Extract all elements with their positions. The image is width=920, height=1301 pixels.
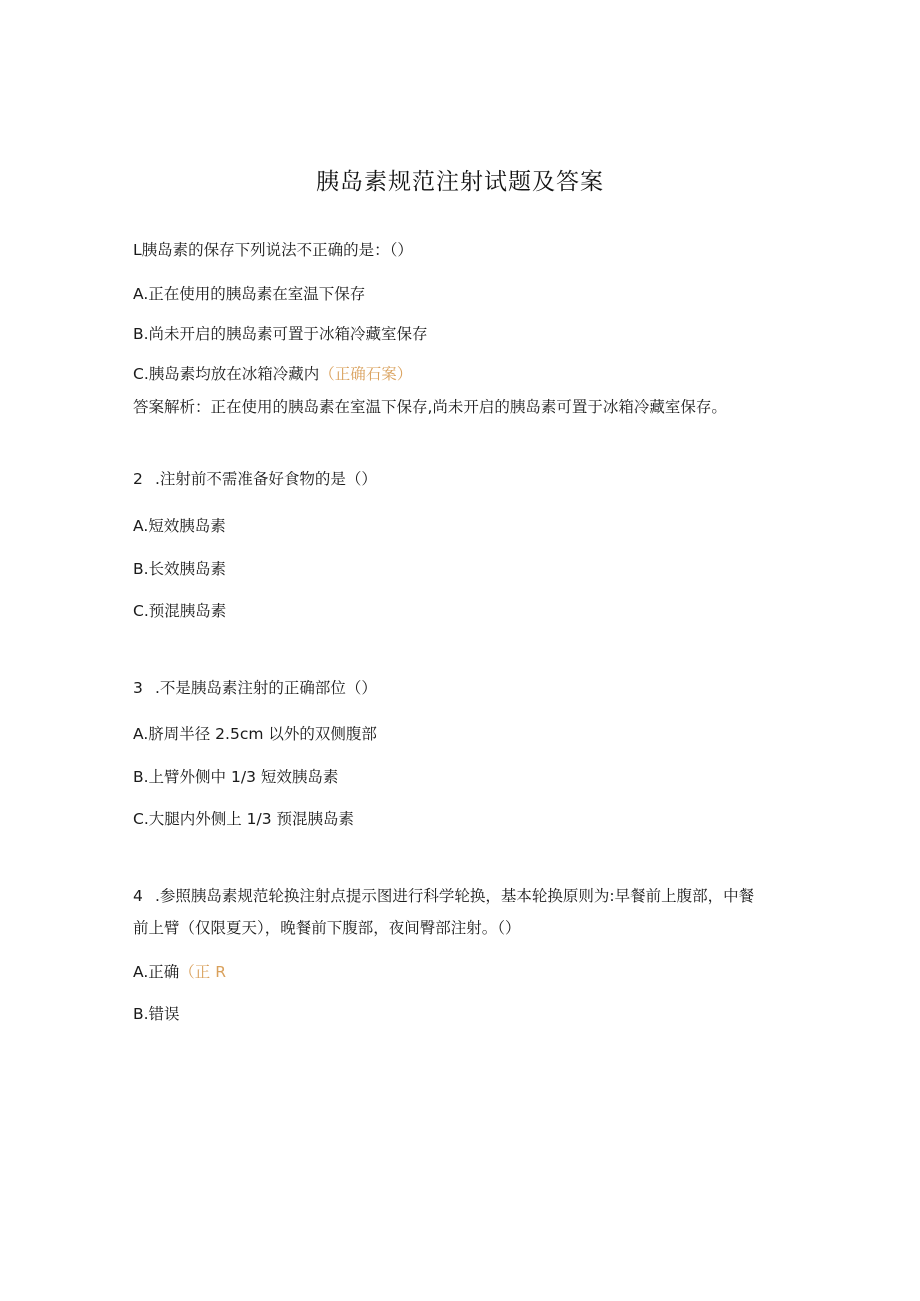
page-title: 胰岛素规范注射试题及答案	[316, 169, 604, 195]
question-text: .注射前不需准备好食物的是（）	[155, 470, 377, 488]
question-number: 3	[133, 679, 143, 697]
option-1c	[133, 363, 412, 385]
option-2c: C.预混胰岛素	[133, 602, 227, 620]
question-number: L	[133, 241, 142, 259]
option-3a: A.脐周半径 2.5cm 以外的双侧腹部	[133, 725, 377, 743]
option-4a	[133, 961, 226, 983]
option-1a: A.正在使用的胰岛素在室温下保存	[133, 285, 366, 303]
answer-tag: （正确石案）	[319, 365, 413, 383]
option-3c: C.大腿内外侧上 1/3 预混胰岛素	[133, 810, 355, 828]
question-3	[133, 677, 377, 699]
question-text: .参照胰岛素规范轮换注射点提示图进行科学轮换，基本轮换原则为:早餐前上腹部，中餐前上臂（仅限夏天），晚餐前下腹部，夜间臀部注射。（）	[133, 887, 755, 937]
question-2	[133, 468, 377, 490]
question-number: 4	[133, 887, 143, 905]
question-4	[133, 880, 763, 944]
option-2a: A.短效胰岛素	[133, 517, 226, 535]
option-2b: B.长效胰岛素	[133, 560, 227, 578]
question-text: .不是胰岛素注射的正确部位（）	[155, 679, 377, 697]
option-1b: B.尚未开启的胰岛素可置于冰箱冷藏室保存	[133, 325, 428, 343]
question-1	[133, 239, 413, 261]
option-label: A.正确	[133, 963, 180, 981]
answer-tag: （正 R	[179, 963, 226, 981]
option-label: C.胰岛素均放在冰箱冷藏内	[133, 365, 320, 383]
option-3b: B.上臂外侧中 1/3 短效胰岛素	[133, 768, 339, 786]
question-number: 2	[133, 470, 143, 488]
question-text: 胰岛素的保存下列说法不正确的是：（）	[141, 241, 413, 259]
answer-analysis: 答案解析：正在使用的胰岛素在室温下保存,尚未开启的胰岛素可置于冰箱冷藏室保存。	[133, 398, 727, 416]
option-4b: B.错误	[133, 1005, 180, 1023]
